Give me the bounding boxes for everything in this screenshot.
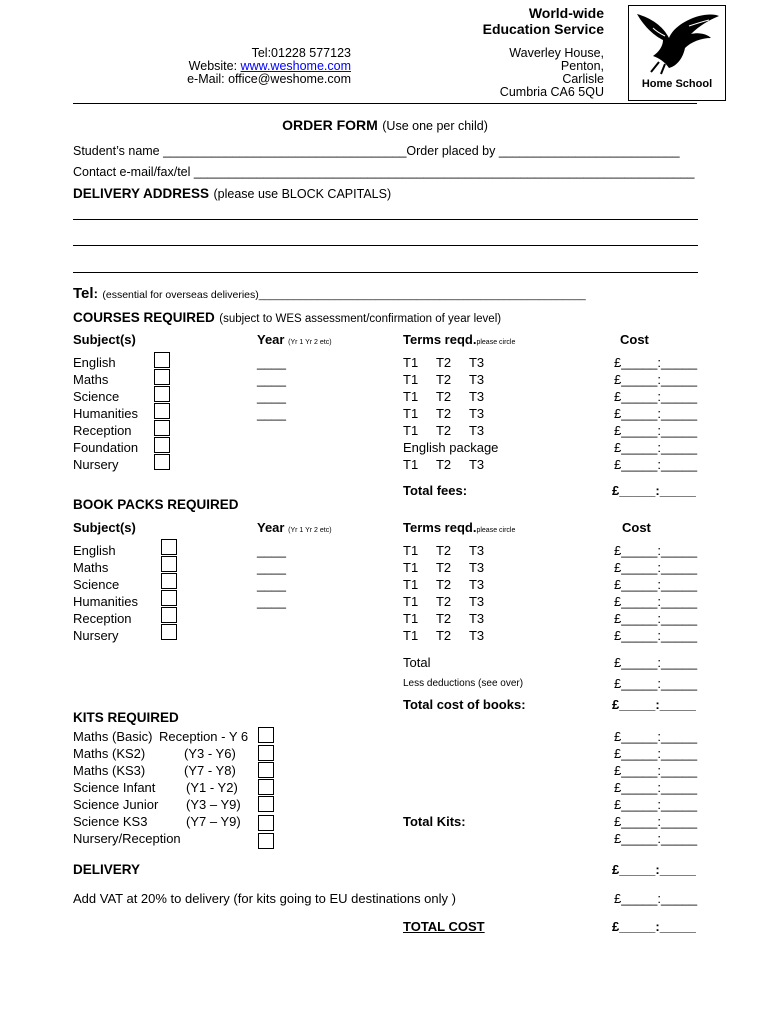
book-year[interactable]: ____ <box>257 560 286 575</box>
tel-label: Tel <box>73 285 94 302</box>
book-year[interactable]: ____ <box>257 577 286 592</box>
book-checkbox[interactable] <box>161 556 177 572</box>
delivery-address-title: DELIVERY ADDRESS <box>73 186 210 201</box>
book-checkbox[interactable] <box>161 539 177 555</box>
books-total-label: Total <box>403 655 431 670</box>
kit-checkbox[interactable] <box>258 779 274 795</box>
course-subject: Reception <box>73 423 132 438</box>
website-link[interactable]: www.weshome.com <box>240 59 351 73</box>
book-year[interactable]: ____ <box>257 594 286 609</box>
course-cost[interactable]: £_____:_____ <box>614 389 698 404</box>
book-checkbox[interactable] <box>161 573 177 589</box>
course-subject: Foundation <box>73 440 139 455</box>
book-packs-heading: BOOK PACKS REQUIRED <box>73 497 239 512</box>
book-subject: Science <box>73 577 120 592</box>
kit-cost[interactable]: £_____:_____ <box>614 780 698 795</box>
courses-col-year-note: (Yr 1 Yr 2 etc) <box>288 339 332 346</box>
courses-note: (subject to WES assessment/confirmation of year level) <box>219 313 502 325</box>
course-checkbox[interactable] <box>154 352 170 368</box>
form-title-text: ORDER FORM <box>282 117 378 133</box>
delivery-address-note: (please use BLOCK CAPITALS) <box>213 187 392 201</box>
books-deductions-label: Less deductions (see over) <box>403 678 524 689</box>
course-terms[interactable]: T1 T2 T3 <box>403 406 485 421</box>
home-school-logo <box>628 5 726 101</box>
books-col-year-label: Year <box>257 520 285 535</box>
kit-range: (Y1 - Y2) <box>186 780 238 795</box>
logo-text: Home School <box>641 78 713 90</box>
book-subject: Nursery <box>73 628 119 643</box>
book-terms[interactable]: T1 T2 T3 <box>403 543 485 558</box>
course-terms[interactable]: T1 T2 T3 <box>403 355 485 370</box>
book-terms[interactable]: T1 T2 T3 <box>403 628 485 643</box>
course-terms[interactable]: T1 T2 T3 <box>403 372 485 387</box>
books-col-terms-note: please circle <box>476 527 516 534</box>
course-checkbox[interactable] <box>154 369 170 385</box>
book-subject: Maths <box>73 560 109 575</box>
books-deductions-value[interactable]: £_____:_____ <box>614 676 698 691</box>
course-terms[interactable]: T1 T2 T3 <box>403 389 485 404</box>
kit-cost[interactable]: £_____:_____ <box>614 797 698 812</box>
books-col-year <box>257 520 332 535</box>
course-checkbox[interactable] <box>154 420 170 436</box>
tel-field[interactable] <box>73 285 586 303</box>
course-cost[interactable]: £_____:_____ <box>614 457 698 472</box>
courses-col-terms <box>403 332 515 347</box>
course-terms[interactable]: T1 T2 T3 <box>403 457 485 472</box>
vat-value[interactable]: £_____:_____ <box>614 891 698 906</box>
kits-heading: KITS REQUIRED <box>73 710 179 725</box>
book-checkbox[interactable] <box>161 624 177 640</box>
course-subject: Maths <box>73 372 109 387</box>
course-checkbox[interactable] <box>154 454 170 470</box>
book-cost[interactable]: £_____:_____ <box>614 577 698 592</box>
total-fees-label: Total fees: <box>403 483 468 498</box>
courses-heading <box>73 309 501 327</box>
total-cost-label: TOTAL COST <box>403 919 485 934</box>
book-cost[interactable]: £_____:_____ <box>614 560 698 575</box>
book-cost[interactable]: £_____:_____ <box>614 628 698 643</box>
books-total-cost-label: Total cost of books: <box>403 697 526 712</box>
courses-col-terms-note: please circle <box>476 339 516 346</box>
delivery-heading: DELIVERY <box>73 862 141 877</box>
eagle-icon <box>629 6 725 78</box>
delivery-address-heading <box>73 185 391 203</box>
course-subject: English <box>73 355 116 370</box>
kit-range: (Y7 - Y8) <box>184 763 236 778</box>
kit-name: Maths (Basic) <box>73 729 153 744</box>
book-cost[interactable]: £_____:_____ <box>614 594 698 609</box>
form-title <box>0 117 770 135</box>
kit-name: Nursery/Reception <box>73 831 181 846</box>
course-checkbox[interactable] <box>154 386 170 402</box>
kit-checkbox[interactable] <box>258 815 274 831</box>
course-terms[interactable]: T1 T2 T3 <box>403 423 485 438</box>
book-subject: Reception <box>73 611 132 626</box>
header-tel: Tel:01228 577123 <box>251 46 351 60</box>
website-label: Website: <box>188 59 241 73</box>
course-year[interactable]: ____ <box>257 389 286 404</box>
address-line-input-2[interactable] <box>73 245 698 246</box>
kit-range: (Y3 - Y6) <box>184 746 236 761</box>
book-terms[interactable]: T1 T2 T3 <box>403 560 485 575</box>
kit-name: Maths (KS2) <box>73 746 146 761</box>
book-subject: English <box>73 543 116 558</box>
course-subject: Nursery <box>73 457 119 472</box>
book-subject: Humanities <box>73 594 139 609</box>
header-divider <box>73 103 697 104</box>
kit-checkbox[interactable] <box>258 833 274 849</box>
book-year[interactable]: ____ <box>257 543 286 558</box>
books-col-terms <box>403 520 515 535</box>
address-line-input-3[interactable] <box>73 272 698 273</box>
form-title-note: (Use one per child) <box>382 119 488 133</box>
courses-title: COURSES REQUIRED <box>73 310 215 325</box>
student-name-field[interactable]: Student’s name ___________________________________Order placed by __________________________ <box>73 144 680 158</box>
book-checkbox[interactable] <box>161 590 177 606</box>
course-cost[interactable]: £_____:_____ <box>614 440 698 455</box>
kit-cost[interactable]: £_____:_____ <box>614 729 698 744</box>
kit-range: (Y3 – Y9) <box>186 797 241 812</box>
kit-name: Science KS3 <box>73 814 148 829</box>
org-name-line2: Education Service <box>482 21 604 37</box>
kit-cost[interactable]: £_____:_____ <box>614 814 698 829</box>
org-name-line1: World-wide <box>528 5 604 21</box>
header-email: e-Mail: office@weshome.com <box>187 72 351 86</box>
books-col-terms-label: Terms reqd. <box>403 520 477 535</box>
delivery-value[interactable]: £_____:_____ <box>612 862 696 877</box>
contact-field[interactable]: Contact e-mail/fax/tel ________________________________________________________________________ <box>73 165 695 179</box>
kit-checkbox[interactable] <box>258 745 274 761</box>
kit-range: Reception - Y 6 <box>159 729 249 744</box>
total-kits-label: Total Kits: <box>403 814 466 829</box>
kit-cost[interactable]: £_____:_____ <box>614 746 698 761</box>
course-checkbox[interactable] <box>154 437 170 453</box>
kit-checkbox[interactable] <box>258 727 274 743</box>
kit-name: Maths (KS3) <box>73 763 146 778</box>
kit-name: Science Junior <box>73 797 159 812</box>
books-col-cost: Cost <box>622 520 651 535</box>
courses-col-year <box>257 332 332 347</box>
address-line-3: Carlisle <box>562 72 604 86</box>
course-subject: Humanities <box>73 406 139 421</box>
kit-checkbox[interactable] <box>258 796 274 812</box>
course-subject: Science <box>73 389 120 404</box>
book-terms[interactable]: T1 T2 T3 <box>403 594 485 609</box>
address-line-2: Penton, <box>560 59 604 73</box>
book-cost[interactable]: £_____:_____ <box>614 543 698 558</box>
course-cost[interactable]: £_____:_____ <box>614 406 698 421</box>
total-fees-value[interactable]: £_____:_____ <box>612 483 696 498</box>
kit-name: Science Infant <box>73 780 156 795</box>
course-cost[interactable]: £_____:_____ <box>614 372 698 387</box>
vat-text: Add VAT at 20% to delivery (for kits going to EU destinations only ) <box>73 891 456 906</box>
courses-col-year-label: Year <box>257 332 285 347</box>
total-cost-value[interactable]: £_____:_____ <box>612 919 696 934</box>
courses-col-cost: Cost <box>620 332 649 347</box>
course-cost[interactable]: £_____:_____ <box>614 423 698 438</box>
address-line-4: Cumbria CA6 5QU <box>499 85 604 99</box>
books-total-value[interactable]: £_____:_____ <box>614 655 698 670</box>
address-line-1: Waverley House, <box>509 46 604 60</box>
kit-range: (Y7 – Y9) <box>186 814 241 829</box>
book-checkbox[interactable] <box>161 607 177 623</box>
course-terms[interactable]: English package <box>403 440 499 455</box>
book-terms[interactable]: T1 T2 T3 <box>403 577 485 592</box>
books-col-year-note: (Yr 1 Yr 2 etc) <box>288 527 332 534</box>
courses-col-subject: Subject(s) <box>73 332 136 347</box>
course-year[interactable]: ____ <box>257 372 286 387</box>
course-checkbox[interactable] <box>154 403 170 419</box>
header-website <box>180 59 351 73</box>
book-cost[interactable]: £_____:_____ <box>614 611 698 626</box>
books-col-subject: Subject(s) <box>73 520 136 535</box>
courses-col-terms-label: Terms reqd. <box>403 332 477 347</box>
course-year[interactable]: ____ <box>257 406 286 421</box>
tel-colon: : <box>93 286 98 301</box>
address-line-input-1[interactable] <box>73 219 698 220</box>
kit-cost[interactable]: £_____:_____ <box>614 763 698 778</box>
course-year[interactable]: ____ <box>257 355 286 370</box>
tel-note: (essential for overseas deliveries)________________________________________________________ <box>102 289 586 301</box>
kit-cost[interactable]: £_____:_____ <box>614 831 698 846</box>
kit-checkbox[interactable] <box>258 762 274 778</box>
book-terms[interactable]: T1 T2 T3 <box>403 611 485 626</box>
books-total-cost-value[interactable]: £_____:_____ <box>612 697 696 712</box>
course-cost[interactable]: £_____:_____ <box>614 355 698 370</box>
